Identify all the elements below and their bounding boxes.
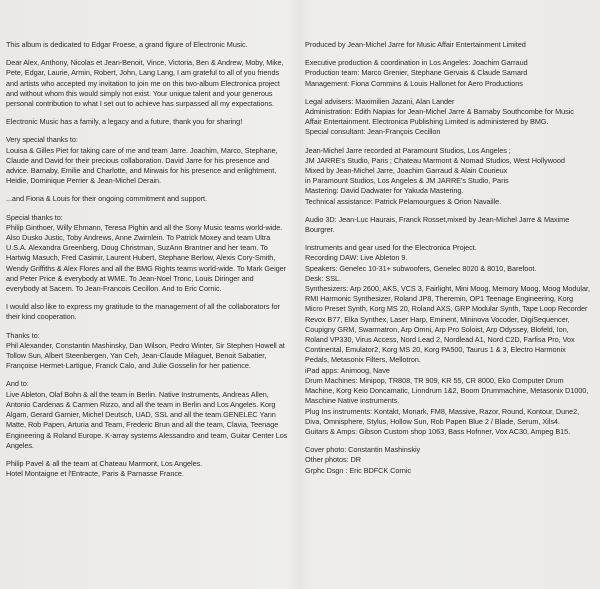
fiona-louis: ...and Fiona & Louis for their ongoing commitment and support. bbox=[6, 194, 207, 204]
hotels: Philip Pavel & all the team at Chateau Marmont, Los Angeles. Hotel Montaigne et l'Entracte, Paris & Parnasse France. bbox=[6, 458, 203, 479]
artists-thanks: Dear Alex, Anthony, Nicolas et Jean-Benoit, Vince, Victoria, Ben & Andrew, Moby, Mike, Pete, Edgar, Laurie, Armin, Robert, John, Lang Lang, I am grateful to all of you friends and artists who accepted my invitation to join me on this two-album Electronica project and without whom this would simply not exist. Your unique talent and your generous personal contribution to what I set out to achieve has surpassed all my expectations. bbox=[6, 58, 284, 109]
family-legacy: Electronic Music has a family, a legacy and a future, thank you for sharing! bbox=[6, 117, 243, 127]
and-to: And to: Live Ableton, Olaf Bohn & all the team in Berlin. Native Instruments, Andreas Allen, Antonio Cardenas & Carmen Rizzo, and all the team in Berlin and Los Angeles. Korg Algam, Gerard Garnier, Michel Deutsch, UAD, SSL and all the team.GENELEC Yann Matte, Rob Papen, Arturia and Team, Frederic Brun and all the team, Clavia, Teenage Engineering & Roland Europe. K-array systems Alessandro and team, Guitar Center Los Angeles. bbox=[6, 379, 288, 450]
audio-3d: Audio 3D: Jean-Luc Haurais, Franck Rosset,mixed by Jean-Michel Jarre & Maxime Bourgrer. bbox=[305, 214, 570, 235]
thanks-to: Thanks to: Phil Alexander, Constantin Mashinsky, Dan Wilson, Pedro Winter, Sir Stephen Howell at Tollow Sun, Albert Steenbergen, Yan Ceh, Jean-Claude Milaguet, Benoit Sabatier, Françoise Hermet-Lartigue, Franck Calo, and Julie Gosselin for her patience. bbox=[6, 330, 285, 371]
very-special-thanks: Very special thanks to: Louisa & Gilles Piet for taking care of me and team Jarre. Joachim, Marco, Stephane, Claude and David for their precious collaboration. David Jarre for his presence and advice. Barnaby, Emilie and Charlotte, and Mirwais for his presence and enlightment, Heidie, Dominique Perrier & Jean-Michel Derain. bbox=[6, 135, 278, 186]
right-column bbox=[305, 40, 591, 476]
photo-design-credits: Cover photo: Constantin Mashinskiy Other photos: DR Grphc Dsgn : Eric BDFCK Cornic bbox=[305, 445, 421, 475]
executive-production: Executive production & coordination in Los Angeles: Joachim Garraud Production team: Marco Grenier, Stephane Gervais & Claude Samard Management: Fiona Commins & Louis Hallonet for Aero Productions bbox=[305, 58, 528, 88]
instruments-gear: Instruments and gear used for the Electronica Project. Recording DAW: Live Ableton 9. Speakers: Genelec 10-31+ subwoofers, Genelec 8020 & 8010, Barefoot. Desk: SSL. Synthesizers: Arp 2600, AKS, VCS 3, Fairlight, Mini Moog, Memory Moog, Moog Modular, RMI Harmonic Synthesizer, Roland JP8, Theremin, OP1 Teenage Engineering, Korg Micro Preset Synth, Korg MS 20, Roland AXS, GRP Modular Synth, Tape Loop Recorder Revox B77, Elka Synthex, Laser Harp, Eminent, Mininova Vocoder, DigiSequencer, Coupigny GRM, Swarmatron, Arp Omni, Arp Pro Soloist, Arp Odyssey, Blofeld, Ion, Roland VP330, Virus Access, Nord Lead 2, Nordlead A1, Nord C2D, Farfisa Pro, Vox Continental, Emulator2, Korg MS 20, Korg PA500, Taurus 1 & 3, Electro Harmonix Pedals, Metasonix Filters, Mellotron. iPad apps: Animoog, Nave Drum Machines: Minipop, TR808, TR 909, KR 55, CR 8000, Eko Computer Drum Machine, Korg Keio Doncamatic, Linndrum 1&2, Boom Drummachine, Metasonix D1000, Maschine Native instruments. Plug Ins instruments: Kontakt, Monark, FM8, Massive, Razor, Round, Kontour, Dune2, Diva, Omnisphere, Stylus, Hollow Sun, Rob Papen Blue 2 / Blade, Serum, Xils4. Guitars & Amps: Gibson Custom shop 1063, Bass Hofnner, Vox AC30, Ampeg B15. bbox=[305, 243, 590, 436]
management-gratitude: I would also like to express my gratitude to the management of all the collaborators for their kind cooperation. bbox=[6, 302, 280, 322]
legal-advisers: Legal advisers: Maximilien Jazani, Alan Lander Administration: Edith Napias for Jean-Michel Jarre & Barnaby Southcombe for Music Affair Entertainment. Electronica Publishing Limited is administered by BMG. Special consultant: Jean-François Cecillon bbox=[305, 96, 574, 137]
special-thanks: Special thanks to: Philip Ginthoer, Willy Ehmann, Teresa Pighin and all the Sony Music teams world-wide. Also Dusko Justic, Toby Andrews, Anne Zwirnlein. To Patrick Moxey and team Ultra U.S.A. Alexandra Greenberg, Doug Christman, SuzAnn Brantner and her team. To Hartwig Masuch, Fred Casimir, Laurent Hubert, Stephane Berlow, Alexis Cory-Smith, Wendy Griffiths & Alex Flores and all the BMG Rights teams world-wide. To Mark Geiger and Peter Price & everybody at WME. To Jean-Noel Tronc, Louis Diringer and everybody at Sacem. To Jean-Francois Cecillon. And to Eric Cornic. bbox=[6, 212, 287, 294]
recording-credits: Jean-Michel Jarre recorded at Paramount Studios, Los Angeles ; JM JARRE's Studio, Paris ; Chateau Marmont & Nomad Studios, West Hollywood Mixed by Jean-Michel Jarre, Joachim Garraud & Alain Courieux in Paramount Studios, Los Angeles & JM JARRE's Studio, Paris Mastering: David Dadwater for Yakuda Mastering. Technical assistance: Patrick Pelamourgues & Orion Navaille. bbox=[305, 145, 565, 206]
dedication: This album is dedicated to Edgar Froese, a grand figure of Electronic Music. bbox=[6, 40, 248, 49]
produced-by: Produced by Jean-Michel Jarre for Music Affair Entertainment Limited bbox=[305, 40, 526, 49]
left-column bbox=[6, 40, 288, 479]
